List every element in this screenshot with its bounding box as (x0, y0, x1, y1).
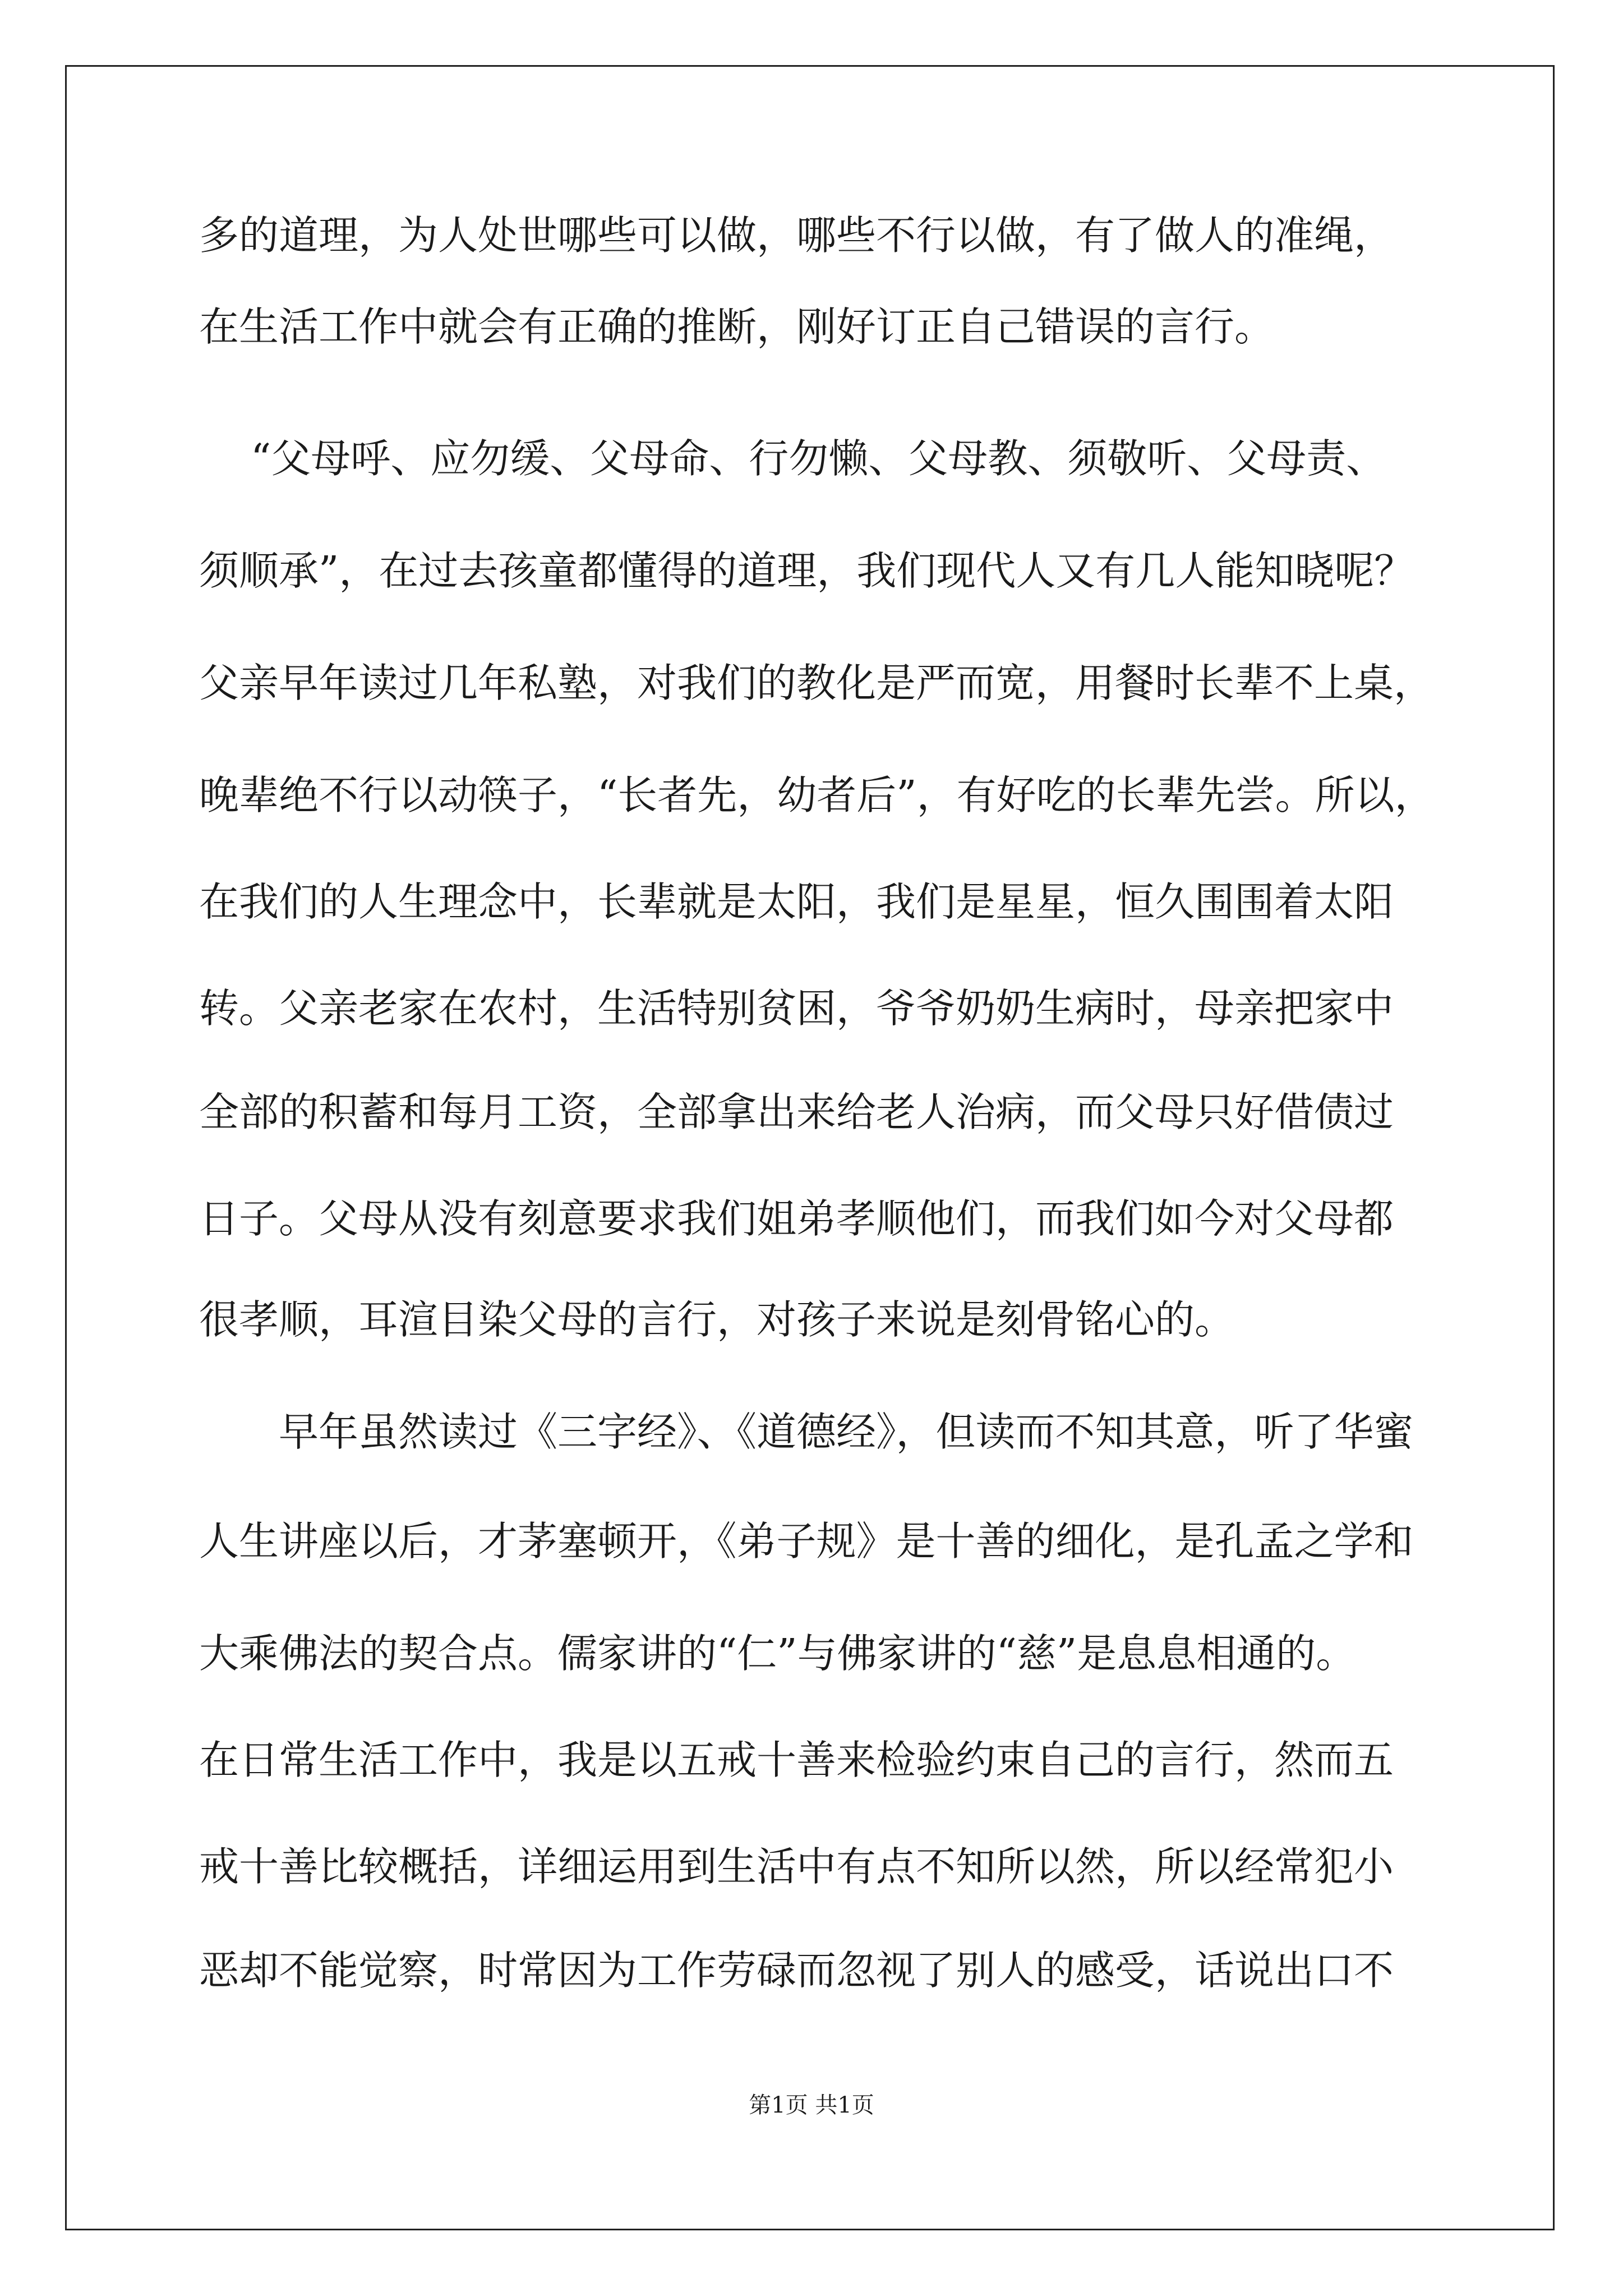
text-line: 很孝顺，耳渲目染父母的言行，对孩子来说是刻骨铭心的。 (199, 1296, 1235, 1343)
text-line: 全部的积蓄和每月工资，全部拿出来给老人治病，而父母只好借债过 (199, 1089, 1394, 1135)
text-line: 在我们的人生理念中，长辈就是太阳，我们是星星，恒久围围着太阳 (199, 878, 1394, 925)
text-line: 多的道理，为人处世哪些可以做，哪些不行以做，有了做人的准绳， (199, 212, 1394, 259)
text-line: 大乘佛法的契合点。儒家讲的“仁”与佛家讲的“慈”是息息相通的。 (199, 1630, 1356, 1677)
text-line: 须顺承”，在过去孩童都懂得的道理，我们现代人又有几人能知晓呢？ (199, 547, 1414, 594)
text-line: 日子。父母从没有刻意要求我们姐弟孝顺他们，而我们如今对父母都 (199, 1195, 1394, 1242)
text-line: 在日常生活工作中，我是以五戒十善来检验约束自己的言行，然而五 (199, 1737, 1394, 1783)
text-line: 父亲早年读过几年私塾，对我们的教化是严而宽，用餐时长辈不上桌， (199, 660, 1434, 706)
paragraph-first-line: “父母呼、应勿缓、父母命、行勿懒、父母教、须敬听、父母责、 (251, 435, 1386, 482)
text-line: 晚辈绝不行以动筷子，“长者先，幼者后”，有好吃的长辈先尝。所以， (199, 772, 1435, 818)
text-line: 戒十善比较概括，详细运用到生活中有点不知所以然，所以经常犯小 (199, 1843, 1394, 1890)
text-line: 在生活工作中就会有正确的推断，刚好订正自己错误的言行。 (199, 303, 1275, 350)
text-line: 恶却不能觉察，时常因为工作劳碌而忽视了别人的感受，话说出口不 (199, 1947, 1394, 1994)
text-line: 人生讲座以后，才茅塞顿开，《弟子规》是十善的细化，是孔孟之学和 (199, 1518, 1414, 1565)
paragraph-first-line: 早年虽然读过《三字经》、《道德经》，但读而不知其意，听了华蜜 (279, 1409, 1414, 1455)
page-border (65, 65, 1555, 2230)
text-line: 转。父亲老家在农村，生活特别贫困，爷爷奶奶生病时，母亲把家中 (199, 985, 1394, 1032)
page-number-footer: 第1页 共1页 (749, 2092, 874, 2118)
